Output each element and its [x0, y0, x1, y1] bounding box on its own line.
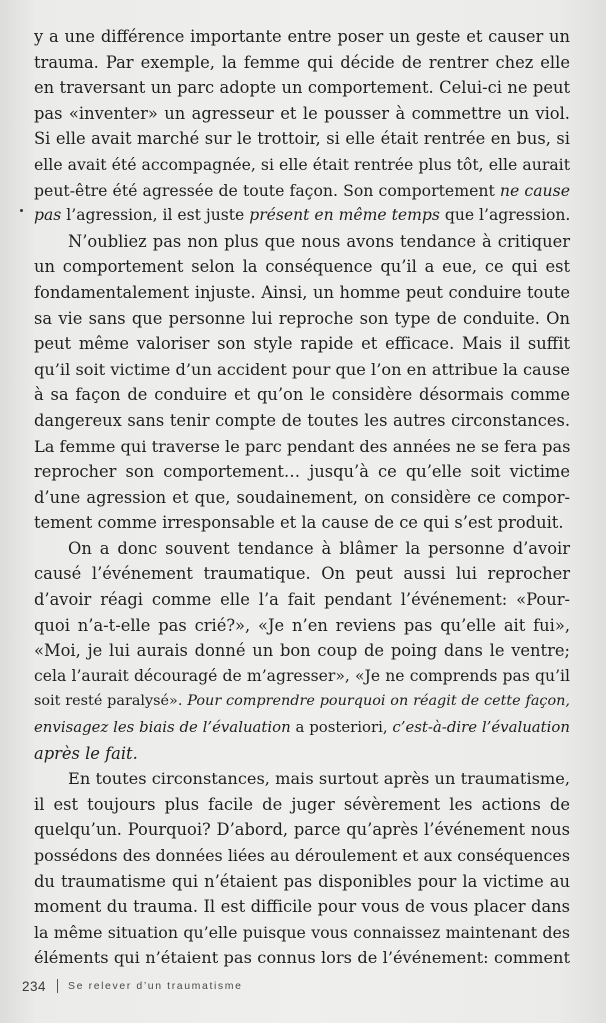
text-line [34, 408, 570, 434]
text-run: que l’agression. [439, 206, 571, 225]
text-line [34, 510, 570, 536]
text-run: il est toujours plus facile de juger sévèrement les actions de [34, 794, 570, 814]
text-line [34, 24, 570, 50]
stray-ink-mark [20, 209, 23, 212]
text-run: moment du trauma. Il est difficile pour vous de vous placer dans [34, 897, 570, 917]
text-run: En toutes circonstances, mais surtout après un traumatisme, [68, 769, 570, 789]
text-run: à sa façon de conduire et qu’on le considère désormais comme [34, 385, 570, 405]
text-line [34, 945, 570, 971]
body-text [34, 24, 570, 971]
text-line [34, 869, 570, 895]
text-run: éléments qui n’étaient pas connus lors de l’événement: comment [34, 948, 570, 968]
text-line [34, 561, 570, 587]
text-line [34, 741, 570, 767]
italic-text: envisagez les biais de l’évaluation [34, 718, 291, 737]
text-line [34, 715, 570, 741]
italic-text: pas [34, 206, 62, 225]
italic-text: présent en même temps [249, 206, 440, 225]
text-line [34, 126, 570, 152]
text-line [34, 485, 570, 511]
text-run: l’agression, il est juste [61, 206, 250, 225]
text-line [34, 766, 570, 792]
text-run: soit resté paralysé». [34, 693, 188, 710]
text-line [34, 434, 570, 460]
text-run: N’oubliez pas non plus que nous avons tendance à critiquer [68, 231, 570, 251]
text-line [34, 536, 570, 562]
text-line [34, 229, 570, 255]
italic-text: ne cause [499, 180, 570, 200]
italic-text: Pour comprendre pourquoi on réagit de cette façon, [187, 693, 570, 710]
text-run: y a une différence importante entre poser un geste et causer un [34, 27, 570, 46]
text-line [34, 306, 570, 332]
text-run: un comportement selon la conséquence qu’il a eue, ce qui est [34, 257, 570, 277]
text-run: tement comme irresponsable et la cause de ce qui s’est produit. [34, 513, 564, 533]
text-run: quoi n’a-t-elle pas crié?», «Je n’en reviens pas qu’elle ait fui», [34, 615, 570, 635]
running-title: Se relever d’un traumatisme [68, 980, 243, 992]
text-run: la même situation qu’elle puisque vous connaissez maintenant des [34, 922, 570, 942]
page-number: 234 [22, 978, 47, 994]
text-run: Si elle avait marché sur le trottoir, si elle était rentrée en bus, si [34, 129, 570, 149]
text-run: cela l’aurait découragé de m’agresser», «Je ne comprends pas qu’il [34, 666, 570, 685]
text-run: d’une agression et que, soudainement, on considère ce compor- [34, 487, 570, 507]
text-run: en traversant un parc adopte un comportement. Celui-ci ne peut [34, 78, 570, 98]
text-run: elle avait été accompagnée, si elle était rentrée plus tôt, elle aurait [34, 154, 570, 174]
text-line [34, 920, 570, 946]
text-line [34, 459, 570, 485]
text-line [34, 331, 570, 357]
page-footer [22, 976, 243, 996]
text-line [34, 613, 570, 639]
text-line [34, 254, 570, 280]
text-run: causé l’événement traumatique. On peut aussi lui reprocher [34, 564, 570, 584]
text-line [34, 689, 570, 715]
text-run: peut même valoriser son style rapide et efficace. Mais il suffit [34, 334, 570, 354]
text-line [34, 280, 570, 306]
text-line [34, 817, 570, 843]
text-line [34, 894, 570, 920]
text-line [34, 382, 570, 408]
text-run: reprocher son comportement… jusqu’à ce qu’elle soit victime [34, 462, 570, 482]
text-line [34, 664, 570, 690]
text-run: On a donc souvent tendance à blâmer la personne d’avoir [68, 538, 570, 558]
text-run: du traumatisme qui n’étaient pas disponibles pour la victime au [34, 871, 570, 891]
text-line [34, 203, 570, 229]
text-run: a posteriori, [290, 718, 393, 737]
text-run: peut-être été agressée de toute façon. Son comportement [34, 180, 500, 200]
footer-separator [57, 979, 58, 993]
text-run: pas «inventer» un agresseur et le pousser à commettre un viol. [34, 103, 570, 123]
text-line [34, 101, 570, 127]
text-run: trauma. Par exemple, la femme qui décide de rentrer chez elle [34, 52, 570, 72]
italic-text: c’est-à-dire l’évaluation [392, 718, 570, 737]
text-line [34, 792, 570, 818]
text-run: d’avoir réagi comme elle l’a fait pendant l’événement: «Pour- [34, 590, 570, 610]
text-line [34, 152, 570, 178]
text-line [34, 357, 570, 383]
text-line [34, 178, 570, 204]
italic-text: après le fait. [34, 743, 138, 763]
text-run: fondamentalement injuste. Ainsi, un homme peut conduire toute [34, 282, 570, 302]
text-run: dangereux sans tenir compte de toutes les autres circonstances. [34, 410, 570, 430]
text-run: quelqu’un. Pourquoi? D’abord, parce qu’après l’événement nous [34, 820, 570, 840]
text-run: «Moi, je lui aurais donné un bon coup de poing dans le ventre; [34, 641, 570, 661]
text-run: La femme qui traverse le parc pendant des années ne se fera pas [34, 436, 571, 456]
text-run: qu’il soit victime d’un accident pour que l’on en attribue la cause [34, 359, 570, 379]
text-run: sa vie sans que personne lui reproche son type de conduite. On [34, 308, 570, 328]
text-line [34, 638, 570, 664]
text-line [34, 75, 570, 101]
text-run: possédons des données liées au déroulement et aux conséquences [34, 846, 570, 865]
text-line [34, 843, 570, 869]
text-line [34, 50, 570, 76]
text-line [34, 587, 570, 613]
